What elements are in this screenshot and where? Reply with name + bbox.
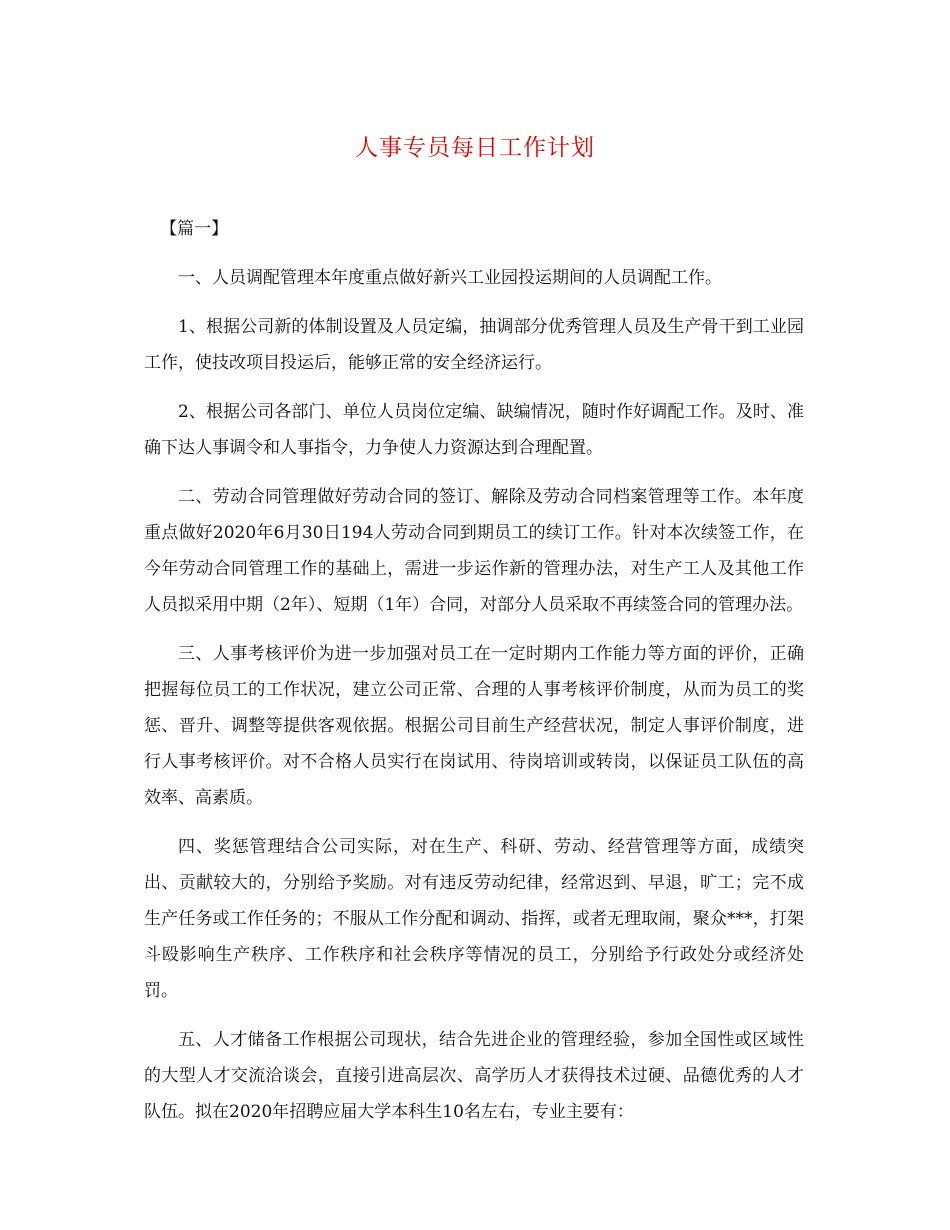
document-title: 人事专员每日工作计划: [355, 135, 595, 161]
section-label: 【篇一】: [160, 219, 229, 239]
paragraph-personnel-allocation: 一、人员调配管理本年度重点做好新兴工业园投运期间的人员调配工作。: [178, 268, 722, 288]
paragraph-personnel-evaluation: 三、人事考核评价为进一步加强对员工在一定时期内工作能力等方面的评价，正确把握每位员工的工作状况，建立公司正常、合理的人事考核评价制度，从而为员工的奖惩、晋升、调整等提供客观依据。根据公司目前生产经营状况，制定人事评价制度，进行人事考核评价。对不合格人员实行在岗试用、待岗培训或转岗，以保证员工队伍的高效率、高素质。: [144, 644, 804, 808]
paragraph-labor-contract: 二、劳动合同管理做好劳动合同的签订、解除及劳动合同档案管理等工作。本年度重点做好2020年6月30日194人劳动合同到期员工的续订工作。针对本次续签工作，在今年劳动合同管理工作的基础上，需进一步运作新的管理办法，对生产工人及其他工作人员拟采用中期（2年）、短期（1年）合同，对部分人员采取不再续签合同的管理办法。: [144, 487, 804, 615]
paragraph-rewards-punishments: 四、奖惩管理结合公司实际，对在生产、科研、劳动、经营管理等方面，成绩突出、贡献较大的，分别给予奖励。对有违反劳动纪律，经常迟到、早退，旷工；完不成生产任务或工作任务的；不服从工作分配和调动、指挥，或者无理取闹，聚众***，打架斗殴影响生产秩序、工作秩序和社会秩序等情况的员工，分别给予行政处分或经济处罚。: [144, 837, 804, 1001]
paragraph-talent-reserve: 五、人才储备工作根据公司现状，结合先进企业的管理经验，参加全国性或区域性的大型人才交流洽谈会，直接引进高层次、高学历人才获得技术过硬、品德优秀的人才队伍。拟在2020年招聘应届大学本科生10名左右，专业主要有：: [144, 1030, 804, 1122]
paragraph-allocation-item-2: 2、根据公司各部门、单位人员岗位定编、缺编情况，随时作好调配工作。及时、准确下达人事调令和人事指令，力争使人力资源达到合理配置。: [144, 402, 804, 458]
document-body: [144, 211, 804, 1130]
paragraph-allocation-item-1: 1、根据公司新的体制设置及人员定编，抽调部分优秀管理人员及生产骨干到工业园工作，使技改项目投运后，能够正常的安全经济运行。: [144, 317, 804, 373]
